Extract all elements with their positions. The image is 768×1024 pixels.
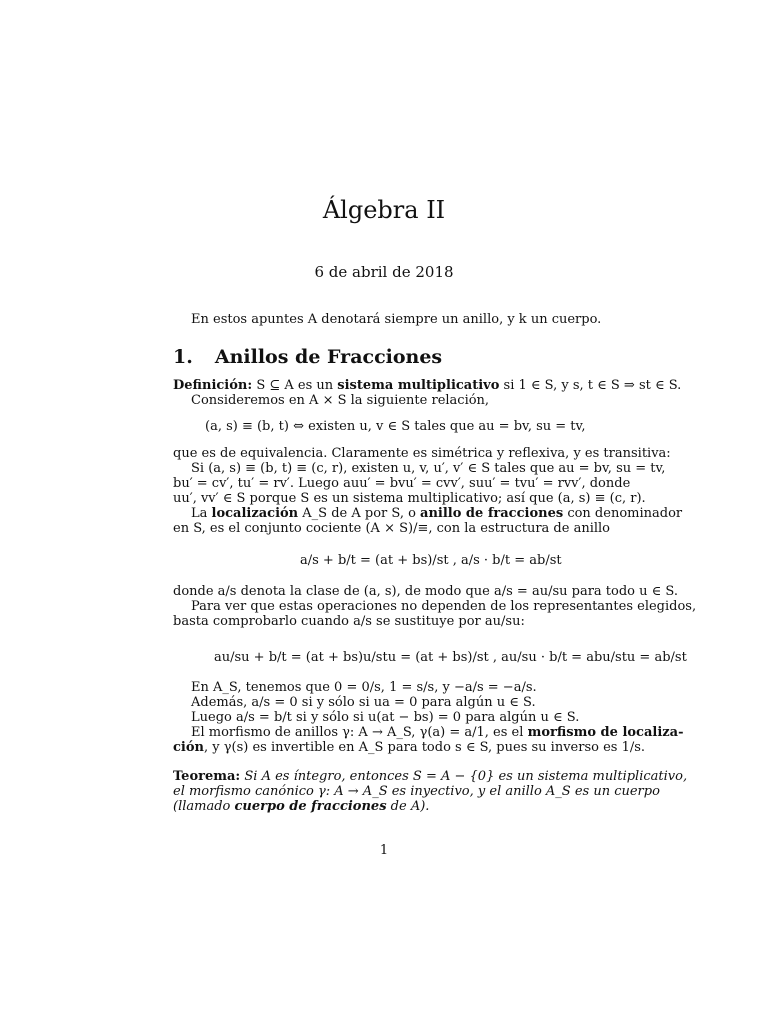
intro-text: En estos apuntes A denotará siempre un anillo, y k un cuerpo.: [191, 312, 602, 327]
equation-ring-structure: a/s + b/t = (at + bs)/st , a/s · b/t = ab/st: [300, 553, 562, 568]
morphism-text-b: , y γ(s) es invertible en A_S para todo s ∈ S, pues su inverso es 1/s.: [203, 740, 646, 755]
localization-term: localización: [211, 506, 299, 521]
fraction-ring-term: anillo de fracciones: [420, 506, 564, 521]
fraction-field-term: cuerpo de fracciones: [234, 799, 387, 814]
theorem-text-3a: (llamado: [173, 799, 231, 814]
definition-label: Definición:: [173, 378, 253, 393]
document-title: Álgebra II: [322, 196, 446, 224]
document-date: 6 de abril de 2018: [314, 263, 454, 281]
morphism-text: El morfismo de anillos γ: A → A_S, γ(a) = a/1, es el: [191, 725, 524, 740]
localization-line-2: en S, es el conjunto cociente (A × S)/≡, con la estructura de anillo: [173, 521, 610, 536]
morphism-term: morfismo de localiza-: [527, 725, 684, 740]
morphism-line-2: [173, 740, 645, 755]
section-heading: [173, 346, 442, 368]
definition: [173, 378, 681, 393]
page-number: 1: [379, 843, 389, 858]
localization-text-a: La: [191, 506, 208, 521]
consider-line: Consideremos en A × S la siguiente relación,: [191, 393, 490, 408]
transitivity-line-2: bu′ = cv′, tu′ = rv′. Luego auu′ = bvu′ = cvv′, suu′ = tvu′ = rvv′, donde: [173, 476, 631, 491]
transitivity-line-1: Si (a, s) ≡ (b, t) ≡ (c, r), existen u, v, u′, v′ ∈ S tales que au = bv, su = tv,: [191, 461, 666, 476]
theorem-text-1: Si A es íntegro, entonces S = A − {0} es un sistema multiplicativo,: [244, 769, 688, 784]
equivalence-line: que es de equivalencia. Claramente es simétrica y reflexiva, y es transitiva:: [173, 446, 671, 461]
class-definition-line: donde a/s denota la clase de (a, s), de modo que a/s = au/su para todo u ∈ S.: [173, 584, 678, 599]
theorem-label: Teorema:: [173, 769, 241, 784]
localization-line-1: [191, 506, 682, 521]
definition-condition: si 1 ∈ S, y s, t ∈ S ⇒ st ∈ S.: [503, 378, 682, 393]
independence-line-2: basta comprobarlo cuando a/s se sustituye por au/su:: [173, 614, 525, 629]
morphism-line-1: [191, 725, 683, 740]
localization-text-c: con denominador: [567, 506, 683, 521]
equation-relation: (a, s) ≡ (b, t) ⇔ existen u, v ∈ S tales que au = bv, su = tv,: [205, 419, 586, 434]
zero-condition-line: Además, a/s = 0 si y sólo si ua = 0 para algún u ∈ S.: [191, 695, 536, 710]
theorem-line-1: [173, 769, 687, 784]
definition-term: sistema multiplicativo: [337, 378, 500, 393]
equality-condition-line: Luego a/s = b/t si y sólo si u(at − bs) = 0 para algún u ∈ S.: [191, 710, 580, 725]
theorem-text-3b: de A).: [390, 799, 430, 814]
transitivity-line-3: uu′, vv′ ∈ S porque S es un sistema multiplicativo; así que (a, s) ≡ (c, r).: [173, 491, 646, 506]
morphism-term-end: ción: [173, 740, 204, 755]
localization-text-b: A_S de A por S, o: [302, 506, 416, 521]
definition-text: S ⊆ A es un: [256, 378, 334, 393]
equation-check: au/su + b/t = (at + bs)u/stu = (at + bs)/st , au/su · b/t = abu/stu = ab/st: [214, 650, 687, 665]
theorem-line-3: [173, 799, 429, 814]
section-number: 1.: [173, 346, 193, 368]
identities-line: En A_S, tenemos que 0 = 0/s, 1 = s/s, y −a/s = −a/s.: [191, 680, 537, 695]
theorem-line-2: el morfismo canónico γ: A → A_S es inyectivo, y el anillo A_S es un cuerpo: [173, 784, 660, 799]
section-title: Anillos de Fracciones: [214, 346, 443, 368]
independence-line-1: Para ver que estas operaciones no dependen de los representantes elegidos,: [191, 599, 697, 614]
